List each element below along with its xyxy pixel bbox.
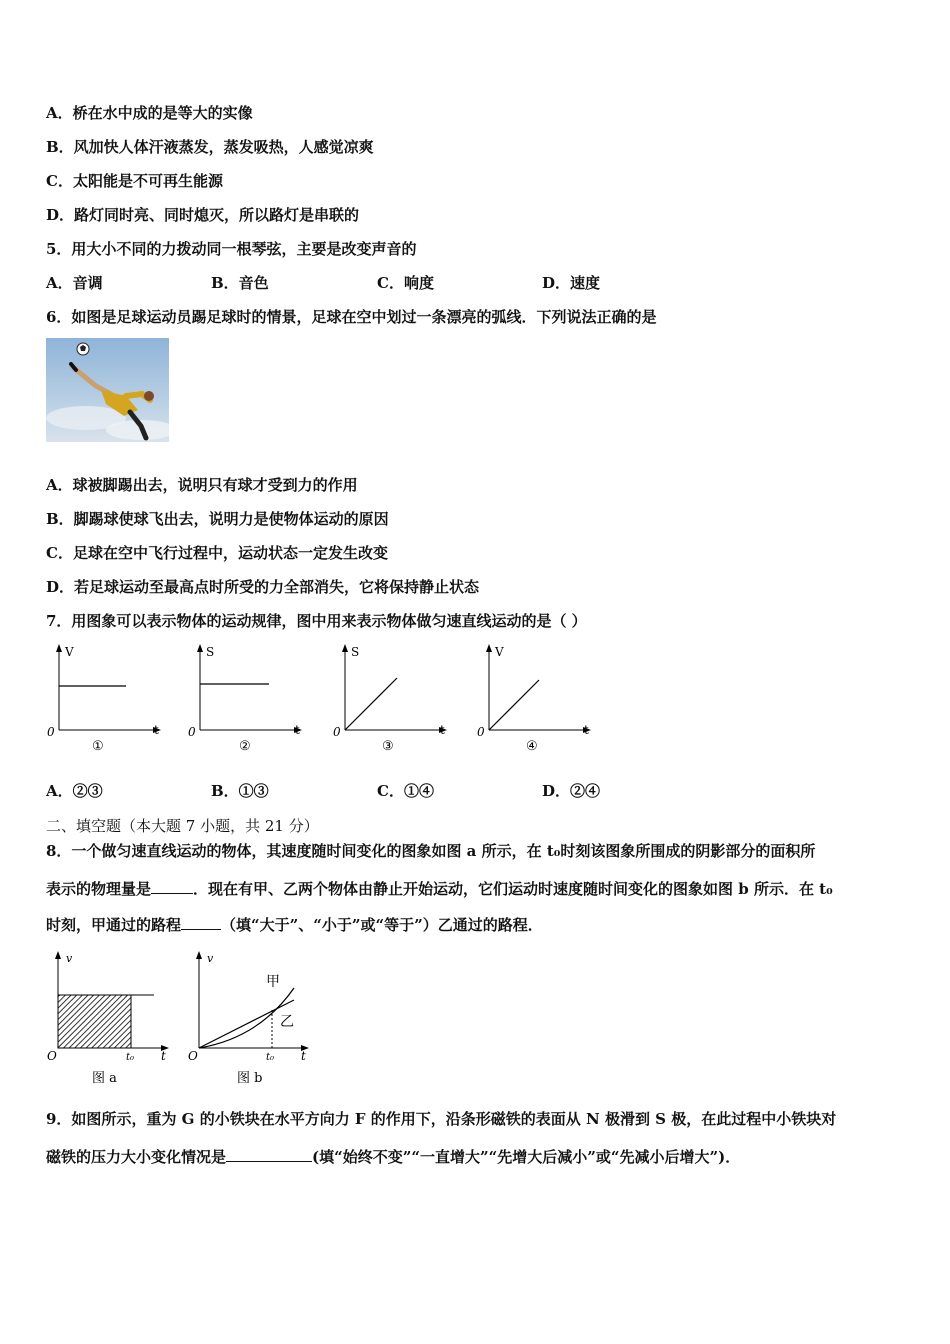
q7-option-c: C．①④ <box>377 782 434 800</box>
q8-fig-a-ylabel: v <box>66 952 73 965</box>
q6-option-a: A．球被脚踢出去，说明只有球才受到力的作用 <box>46 476 358 494</box>
q8-line-2-start: 表示的物理量是 <box>46 880 152 898</box>
q9-line-1: 9．如图所示，重为 G 的小铁块在水平方向力 F 的作用下，沿条形磁铁的表面从 N 极滑到 S 极，在此过程中小铁块对 <box>46 1110 837 1128</box>
q5-option-b: B．音色 <box>211 274 269 292</box>
q8-fig-b-caption: 图 b <box>237 1071 263 1086</box>
q5-option-c: C．响度 <box>377 274 434 292</box>
q8-fig-b-xlabel: t <box>301 1049 306 1063</box>
q8-line-3 <box>46 914 543 935</box>
q7-stem: 7．用图象可以表示物体的运动规律，图中用来表示物体做匀速直线运动的是（ ） <box>46 612 587 630</box>
q7-graph-4-origin: 0 <box>477 725 485 739</box>
q8-fig-b-origin: O <box>188 1049 198 1063</box>
q7-graph-4 <box>474 642 600 758</box>
soccer-photo <box>46 338 169 442</box>
q8-line-3-end: （填“大于”、“小于”或“等于”）乙通过的路程． <box>221 916 543 934</box>
q8-line-2-end: ．现在有甲、乙两个物体由静止开始运动，它们运动时速度随时间变化的图象如图 b 所示．在 t₀ <box>193 880 833 898</box>
q8-line-2 <box>46 878 833 899</box>
q7-graph-2 <box>185 642 311 758</box>
q7-graph-1-caption: ① <box>92 739 104 754</box>
q7-graph-1 <box>44 642 170 758</box>
q7-graph-4-caption: ④ <box>526 739 538 754</box>
q5-stem: 5．用大小不同的力拨动同一根琴弦，主要是改变声音的 <box>46 240 417 258</box>
q8-fig-b-t0: t₀ <box>266 1052 275 1063</box>
q7-graph-3 <box>330 642 456 758</box>
q7-option-b: B．①③ <box>211 782 269 800</box>
q8-line-3-start: 时刻，甲通过的路程 <box>46 916 182 934</box>
q7-graph-3-origin: 0 <box>333 725 341 739</box>
q8-fig-b-ylabel: v <box>207 952 214 965</box>
q5-option-d: D．速度 <box>542 274 601 292</box>
q8-answer-blank-1[interactable] <box>151 881 193 894</box>
q7-graph-1-origin: 0 <box>47 725 55 739</box>
q7-graph-1-ylabel: V <box>65 645 74 659</box>
q6-option-d: D．若足球运动至最高点时所受的力全部消失，它将保持静止状态 <box>46 578 480 596</box>
q6-stem: 6．如图是足球运动员踢足球时的情景，足球在空中划过一条漂亮的弧线．下列说法正确的是 <box>46 308 657 326</box>
q8-figure-b <box>188 951 309 1086</box>
q4-option-b: B．风加快人体汗液蒸发，蒸发吸热，人感觉凉爽 <box>46 138 374 156</box>
q4-option-a: A．桥在水中成的是等大的实像 <box>46 104 253 122</box>
q8-fig-a-xlabel: t <box>161 1049 166 1063</box>
q8-fig-a-caption: 图 a <box>92 1071 117 1086</box>
q9-line-2-start: 磁铁的压力大小变化情况是 <box>46 1148 227 1166</box>
q9-line-2-end: (填“始终不变”“一直增大”“先增大后减小”或“先减小后增大”)． <box>312 1148 741 1166</box>
q7-graph-2-ylabel: S <box>206 645 215 659</box>
q8-fig-b-curve-yi: 乙 <box>280 1014 294 1030</box>
q7-option-d: D．②④ <box>542 782 601 800</box>
q7-graph-3-xlabel: t <box>440 723 445 737</box>
q7-graph-2-xlabel: t <box>295 723 300 737</box>
q7-graph-2-origin: 0 <box>188 725 196 739</box>
q8-fig-a-origin: O <box>47 1049 57 1063</box>
q6-option-c: C．足球在空中飞行过程中，运动状态一定发生改变 <box>46 544 388 562</box>
q7-graph-4-xlabel: t <box>584 723 589 737</box>
q4-option-d: D．路灯同时亮、同时熄灭，所以路灯是串联的 <box>46 206 360 224</box>
q4-option-c: C．太阳能是不可再生能源 <box>46 172 223 190</box>
q7-graph-3-caption: ③ <box>382 739 394 754</box>
q8-fig-a-t0: t₀ <box>126 1052 135 1063</box>
q8-line-1: 8．一个做匀速直线运动的物体，其速度随时间变化的图象如图 a 所示，在 t₀时刻该图象所围成的阴影部分的面积所 <box>46 842 816 860</box>
q8-fig-b-curve-jia: 甲 <box>266 974 280 990</box>
q5-option-a: A．音调 <box>46 274 103 292</box>
q8-figures <box>44 948 316 1088</box>
q7-graph-1-xlabel: t <box>154 723 159 737</box>
q6-option-b: B．脚踢球使球飞出去，说明力是使物体运动的原因 <box>46 510 389 528</box>
q7-graph-4-ylabel: V <box>495 645 504 659</box>
q8-answer-blank-2[interactable] <box>181 917 221 930</box>
q9-answer-blank[interactable] <box>226 1149 312 1162</box>
section-heading: 二、填空题（本大题 7 小题，共 21 分） <box>46 817 319 835</box>
q8-figure-a <box>47 951 169 1086</box>
q9-line-2 <box>46 1146 740 1167</box>
q7-graph-2-caption: ② <box>239 739 251 754</box>
q7-option-a: A．②③ <box>46 782 103 800</box>
q7-graph-3-ylabel: S <box>351 645 360 659</box>
